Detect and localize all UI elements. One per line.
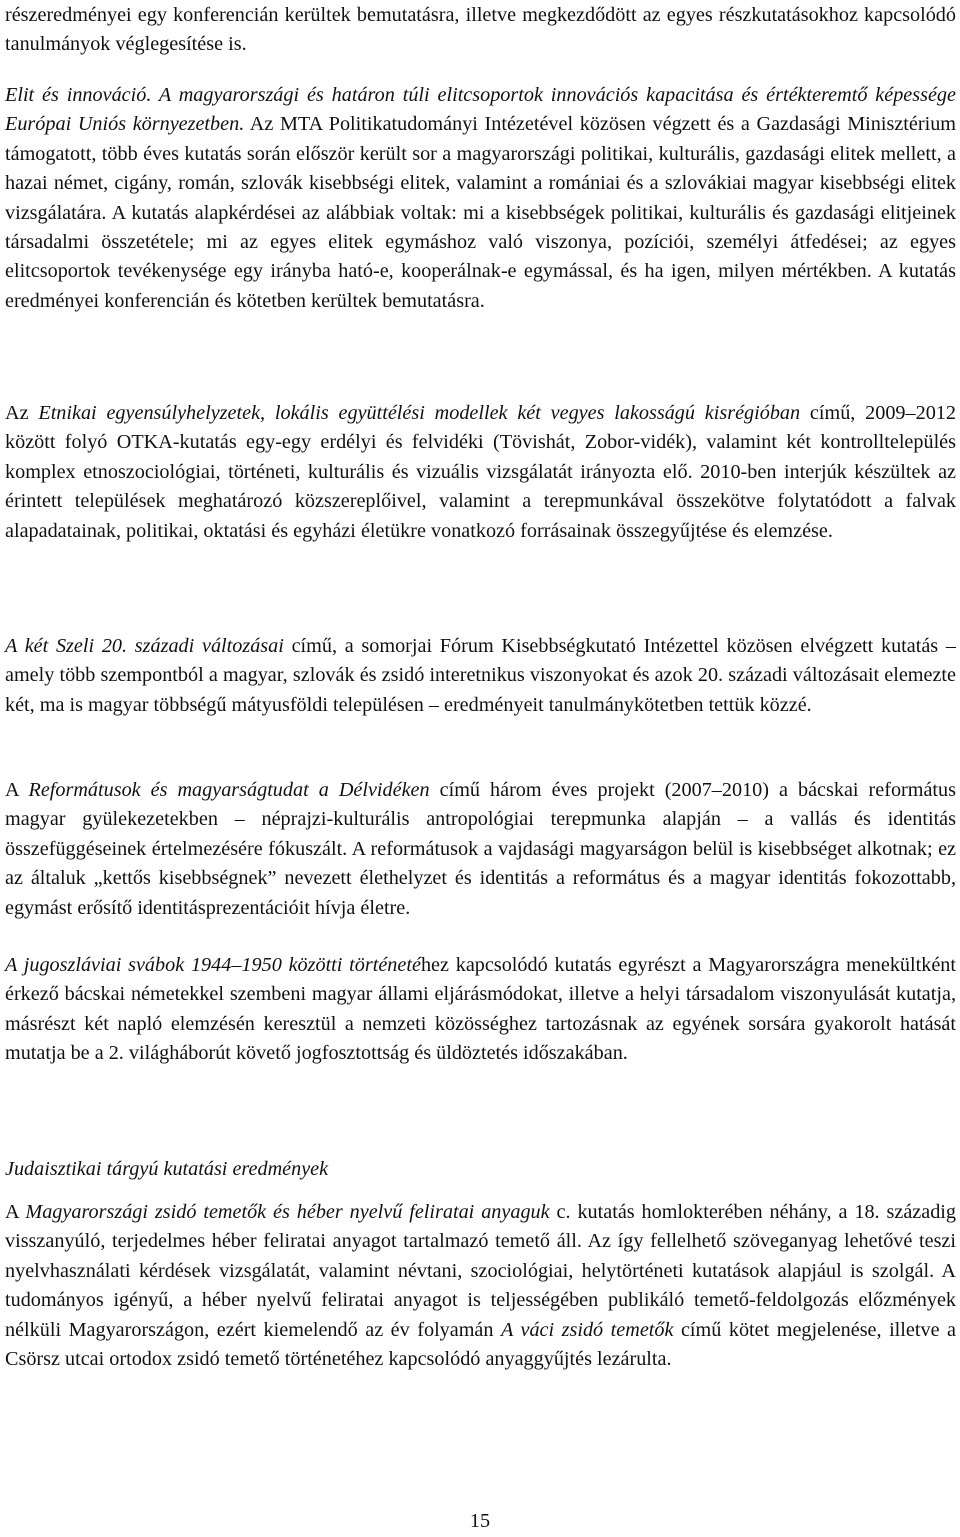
- paragraph-elite-innovation: [5, 81, 956, 316]
- text-run: hez kapcsolódó kutatás egyrészt a Magyarországra menekültként érkező bácskai németekkel szembeni magyar állami eljárásmódokat, illetve a helyi társadalom viszonyulását kutatja, másrészt két napló elemzésén keresztül a nemzeti közösséghez tartozásnak az egyének sorsára gyakorolt hatását mutatja be a 2. világháborút követő jogfosztottság és üldöztetés időszakában.: [5, 954, 957, 1065]
- text-run: című három éves projekt (2007–2010) a bácskai református magyar gyülekezetekben – néprajzi-kulturális antropológiai terepmunka alapján – a vallás és identitás összefüggéseinek értelmezésére fókuszált. A reformátusok a vajdasági magyarságon belül is kisebbséget alkotnak; ez az általuk „kettős kisebbségnek” nevezett élethelyzet és identitás a református és a magyar identitás fokozottabb, egymást erősítő identitásprezentációit hívja életre.: [5, 779, 956, 919]
- italic-text-run: Reformátusok és magyarságtudat a Délvidéken: [28, 779, 430, 801]
- text-run: c. kutatás homlokterében néhány, a 18. századig visszanyúló, terjedelmes héber feliratai anyagot tartalmazó temető áll. Az így fellelhető szöveganyag lehetővé teszi nyelvhasználati kérdések vizsgálatát, valamint névtani, szociológiai, helytörténeti kutatások alapjául is szolgál. A tudományos igényű, a héber nyelvű feliratai anyagot is teljességében publikáló temető-feldolgozás előzmények nélküli Magyarországon, ezért kiemelendő az év folyamán: [5, 1201, 957, 1341]
- paragraph-szeli: [5, 632, 956, 720]
- paragraph-ethnic-balance: [5, 399, 956, 546]
- text-run: A: [5, 779, 29, 801]
- italic-text-run: A váci zsidó temetők: [501, 1318, 674, 1341]
- text-run: Az: [5, 402, 39, 424]
- paragraph-jewish-cemeteries: [5, 1198, 956, 1374]
- page-number: 15: [469, 1510, 491, 1532]
- text-run: című, 2009–2012 között folyó OTKA-kutatás egy-egy erdélyi és felvidéki (Tövishát, Zobor-vidék), valamint két kontrolltelepülés komplex etnoszociológiai, történeti, kulturális és vizuális vizsgálatát irányozta elő. 2010-ben interjúk készültek az érintett települések meghatározó közszereplőivel, valamint a terepmunkával összekötve folytatódott a falvak alapadatainak, politikai, oktatási és egyházi életükre vonatkozó forrásainak összegyűjtése és elemzése.: [5, 402, 956, 542]
- italic-text-run: Elit és innováció. A magyarországi és határon túli elitcsoportok innovációs kapacitása és értékteremtő képessége Európai Uniós környezetben.: [5, 84, 956, 136]
- italic-text-run: Judaisztikai tárgyú kutatási eredmények: [5, 1158, 329, 1180]
- paragraph-intro-continuation: [5, 1, 956, 60]
- paragraph-reformed: [5, 776, 956, 923]
- italic-text-run: Etnikai egyensúlyhelyzetek, lokális együttélési modellek két vegyes lakosságú kisrégióban: [38, 402, 801, 424]
- section-heading-judaistic: [5, 1155, 956, 1184]
- italic-text-run: Magyarországi zsidó temetők és héber nyelvű feliratai anyaguk: [25, 1201, 550, 1223]
- text-run: című kötet megjelenése, illetve a Csörsz utcai ortodox zsidó temető történetéhez kapcsolódó anyaggyűjtés lezárulta.: [5, 1318, 957, 1371]
- italic-text-run: A két Szeli 20. századi változásai: [5, 635, 284, 657]
- paragraph-swabians: [5, 951, 956, 1069]
- text-run: Az MTA Politikatudományi Intézetével közösen végzett és a Gazdasági Minisztérium támogatott, több éves kutatás során először került sor a magyarországi politikai, kulturális, gazdasági elitek mellett, a hazai német, cigány, román, szlovák kisebbségi elitek, valamint a romániai és a szlovákiai magyar kisebbségi elitek vizsgálatára. A kutatás alapkérdései az alábbiak voltak: mi a kisebbségek politikai, kulturális és gazdasági elitjeinek társadalmi összetétele; mi az egyes elitek egymáshoz való viszonya, pozíciói, személyi átfedései; az egyes elitcsoportok tevékenysége egy irányba ható-e, kooperálnak-e egymással, és ha igen, milyen mértékben. A kutatás eredményei konferencián és kötetben kerültek bemutatásra.: [5, 113, 957, 312]
- text-run: részeredményei egy konferencián kerültek bemutatásra, illetve megkezdődött az egyes részkutatásokhoz kapcsolódó tanulmányok véglegesítése is.: [5, 4, 956, 56]
- text-run: A: [5, 1201, 26, 1223]
- italic-text-run: A jugoszláviai svábok 1944–1950 közötti történeté: [5, 954, 421, 976]
- text-run: című, a somorjai Fórum Kisebbségkutató Intézettel közösen elvégzett kutatás – amely több szempontból a magyar, szlovák és zsidó interetnikus viszonyokat és azok 20. századi változásait elemezte két, ma is magyar többségű mátyusföldi településen – eredményeit tanulmánykötetben tettük közzé.: [5, 635, 956, 716]
